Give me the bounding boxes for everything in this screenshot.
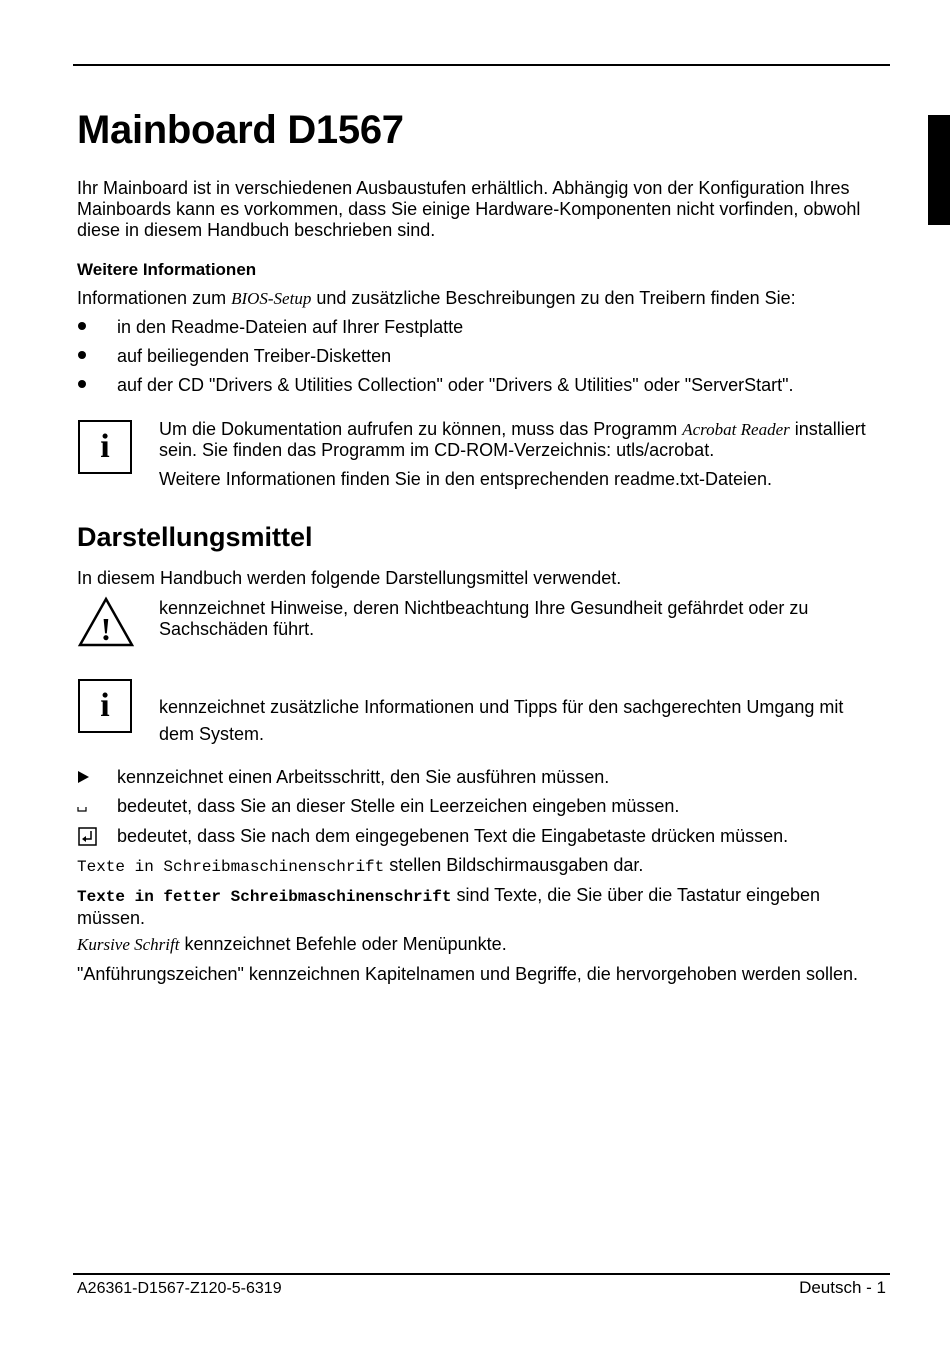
enter-description: bedeutet, dass Sie nach dem eingegebenen Text die Eingabetaste drücken müssen. xyxy=(117,826,789,846)
enter-key-icon xyxy=(78,827,97,846)
warning-triangle-icon xyxy=(77,596,135,648)
info-description: kennzeichnet zusätzliche Informationen und Tipps für den sachgerechten Umgang mit dem System. xyxy=(159,697,844,744)
bios-setup-term: BIOS-Setup xyxy=(231,289,312,308)
italic-sample: Kursive Schrift xyxy=(77,935,180,954)
intro-paragraph: Ihr Mainboard ist in verschiedenen Ausbaustufen erhältlich. Abhängig von der Konfiguration Ihres Mainboards kann es vorkommen, dass Sie einige Hardware-Komponenten nicht vorfinden, obwohl diese in diesem Handbuch beschrieben sind. xyxy=(77,178,861,240)
lead-text: Informationen zum xyxy=(77,288,232,308)
info-note-line2: Weitere Informationen finden Sie in den entsprechenden readme.txt-Dateien. xyxy=(159,469,773,489)
warning-description: kennzeichnet Hinweise, deren Nichtbeachtung Ihre Gesundheit gefährdet oder zu Sachschäden führt. xyxy=(159,598,809,639)
info-note xyxy=(159,419,889,461)
italic-convention xyxy=(77,934,887,955)
warning-glyph: ! xyxy=(100,611,112,647)
mono-sample: Texte in Schreibmaschinenschrift xyxy=(77,858,385,876)
section-tab-marker xyxy=(928,115,950,225)
space-description: bedeutet, dass Sie an dieser Stelle ein Leerzeichen eingeben müssen. xyxy=(117,796,680,816)
mono-convention xyxy=(77,855,887,878)
page-title: Mainboard D1567 xyxy=(77,108,404,152)
note-text-rest: installiert sein. Sie finden das Programm im CD-ROM-Verzeichnis: utls/acrobat. xyxy=(159,419,866,460)
note-text: Um die Dokumentation aufrufen zu können, muss das Programm xyxy=(159,419,683,439)
list-item: auf beiliegenden Treiber-Disketten xyxy=(117,346,392,366)
more-info-heading: Weitere Informationen xyxy=(77,260,257,279)
mono-bold-sample: Texte in fetter Schreibmaschinenschrift xyxy=(77,888,452,906)
mono-bold-description: sind Texte, die Sie über die Tastatur eingeben müssen. xyxy=(77,885,821,928)
page-number: Deutsch - 1 xyxy=(799,1278,886,1297)
more-info-lead xyxy=(77,288,887,309)
bottom-rule xyxy=(73,1273,890,1275)
list-item: auf der CD "Drivers & Utilities Collection" oder "Drivers & Utilities" oder "ServerStart". xyxy=(117,375,794,395)
section-heading: Darstellungsmittel xyxy=(77,522,313,552)
list-item: in den Readme-Dateien auf Ihrer Festplatte xyxy=(117,317,464,337)
lead-text-rest: und zusätzliche Beschreibungen zu den Treibern finden Sie: xyxy=(311,288,796,308)
mono-bold-convention xyxy=(77,885,887,929)
quotes-convention: "Anführungszeichen" kennzeichnen Kapitelnamen und Begriffe, die hervorgehoben werden sollen. xyxy=(77,964,858,984)
top-rule xyxy=(73,64,890,66)
step-arrow-icon xyxy=(78,771,90,783)
bullet-icon xyxy=(78,322,88,332)
italic-description: kennzeichnet Befehle oder Menüpunkte. xyxy=(179,934,507,954)
info-icon: i xyxy=(78,679,132,733)
step-description: kennzeichnet einen Arbeitsschritt, den Sie ausführen müssen. xyxy=(117,767,610,787)
info-icon: i xyxy=(78,420,132,474)
space-key-icon xyxy=(77,804,87,812)
document-number: A26361-D1567-Z120-5-6319 xyxy=(77,1280,282,1297)
acrobat-reader-term: Acrobat Reader xyxy=(682,420,790,439)
bullet-icon xyxy=(78,351,88,361)
conventions-intro: In diesem Handbuch werden folgende Darstellungsmittel verwendet. xyxy=(77,568,622,588)
bullet-icon xyxy=(78,380,88,390)
mono-description: stellen Bildschirmausgaben dar. xyxy=(384,855,644,875)
